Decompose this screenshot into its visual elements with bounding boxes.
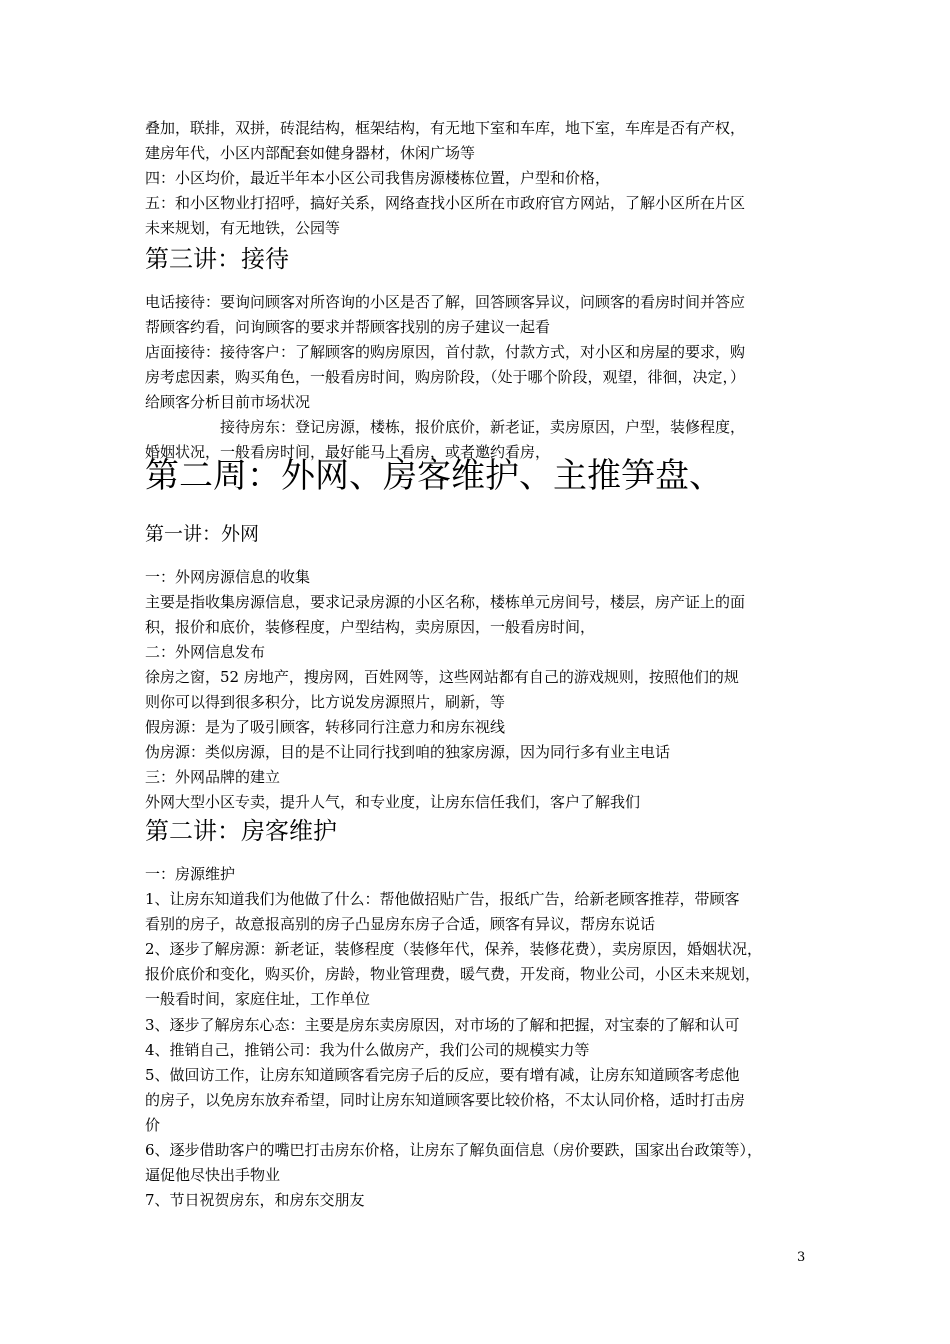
text-line: 建房年代，小区内部配套如健身器材，休闲广场等	[145, 144, 476, 162]
page-number: 3	[797, 1250, 806, 1265]
text-line: 叠加，联排，双拼，砖混结构，框架结构，有无地下室和车库，地下室，车库是否有产权，	[145, 119, 746, 137]
text-line: 未来规划，有无地铁，公园等	[145, 219, 341, 237]
text-line: 看别的房子，故意报高别的房子凸显房东房子合适，顾客有异议，帮房东说话	[145, 915, 656, 933]
text-line: 电话接待：要询问顾客对所咨询的小区是否了解，回答顾客异议，问顾客的看房时间并答应	[145, 293, 746, 311]
text-line: 店面接待：接待客户：了解顾客的购房原因，首付款，付款方式，对小区和房屋的要求，购	[145, 343, 746, 361]
text-line: 4、推销自己，推销公司：我为什么做房产，我们公司的规模实力等	[145, 1041, 590, 1059]
text-line: 5、做回访工作，让房东知道顾客看完房子后的反应，要有增有减，让房东知道顾客考虑他	[145, 1066, 740, 1084]
text-line: 7、节日祝贺房东，和房东交朋友	[145, 1191, 365, 1209]
text-line: 的房子，以免房东放弃希望，同时让房东知道顾客要比较价格，不太认同价格，适时打击房	[145, 1091, 746, 1109]
text-line: 伪房源：类似房源，目的是不让同行找到咱的独家房源，因为同行多有业主电话	[145, 743, 671, 761]
text-line: 二：外网信息发布	[145, 643, 266, 661]
text-line: 假房源：是为了吸引顾客，转移同行注意力和房东视线	[145, 718, 506, 736]
text-line: 外网大型小区专卖，提升人气，和专业度，让房东信任我们，客户了解我们	[145, 793, 641, 811]
text-line: 逼促他尽快出手物业	[145, 1166, 281, 1184]
lecture-heading-client-maintenance: 第二讲：房客维护	[145, 817, 337, 845]
section-heading-reception: 第三讲：接待	[145, 245, 289, 273]
text-line: 3、逐步了解房东心态：主要是房东卖房原因，对市场的了解和把握，对宝泰的了解和认可	[145, 1016, 740, 1034]
text-line: 三：外网品牌的建立	[145, 768, 281, 786]
text-line: 2、逐步了解房源：新老证，装修程度（装修年代，保养，装修花费），卖房原因，婚姻状况，	[145, 940, 763, 958]
week-heading: 第二周：外网、房客维护、主推笋盘、	[145, 456, 723, 496]
text-line: 积，报价和底价，装修程度，户型结构，卖房原因，一般看房时间，	[145, 618, 596, 636]
text-line: 报价底价和变化，购买价，房龄，物业管理费，暖气费，开发商，物业公司，小区未来规划，	[145, 965, 761, 983]
text-line: 价	[145, 1116, 161, 1134]
text-line: 徐房之窗，52 房地产，搜房网，百姓网等，这些网站都有自己的游戏规则，按照他们的规	[145, 668, 739, 686]
text-line: 婚姻状况，一般看房时间，最好能马上看房，或者邀约看房，	[145, 443, 551, 461]
text-line: 四：小区均价，最近半年本小区公司我售房源楼栋位置，户型和价格，	[145, 169, 611, 187]
text-line: 1、让房东知道我们为他做了什么：帮他做招贴广告，报纸广告，给新老顾客推荐，带顾客	[145, 890, 740, 908]
text-line: 房考虑因素，购买角色，一般看房时间，购房阶段，（处于哪个阶段，观望，徘徊，决定，）	[145, 368, 746, 386]
text-line: 则你可以得到很多积分，比方说发房源照片，刷新，等	[145, 693, 506, 711]
lecture-heading-external-network: 第一讲：外网	[145, 523, 260, 545]
text-line: 主要是指收集房源信息，要求记录房源的小区名称，楼栋单元房间号，楼层，房产证上的面	[145, 593, 746, 611]
text-line: 一般看时间，家庭住址，工作单位	[145, 990, 371, 1008]
text-line: 一：房源维护	[145, 865, 236, 883]
text-line: 6、逐步借助客户的嘴巴打击房东价格，让房东了解负面信息（房价要跌，国家出台政策等），	[145, 1141, 763, 1159]
text-line: 给顾客分析目前市场状况	[145, 393, 311, 411]
text-line: 帮顾客约看，问询顾客的要求并帮顾客找别的房子建议一起看	[145, 318, 551, 336]
text-line: 接待房东：登记房源，楼栋，报价底价，新老证，卖房原因，户型，装修程度，	[145, 418, 746, 436]
text-line: 一：外网房源信息的收集	[145, 568, 311, 586]
text-line: 五：和小区物业打招呼，搞好关系，网络查找小区所在市政府官方网站，了解小区所在片区	[145, 194, 746, 212]
